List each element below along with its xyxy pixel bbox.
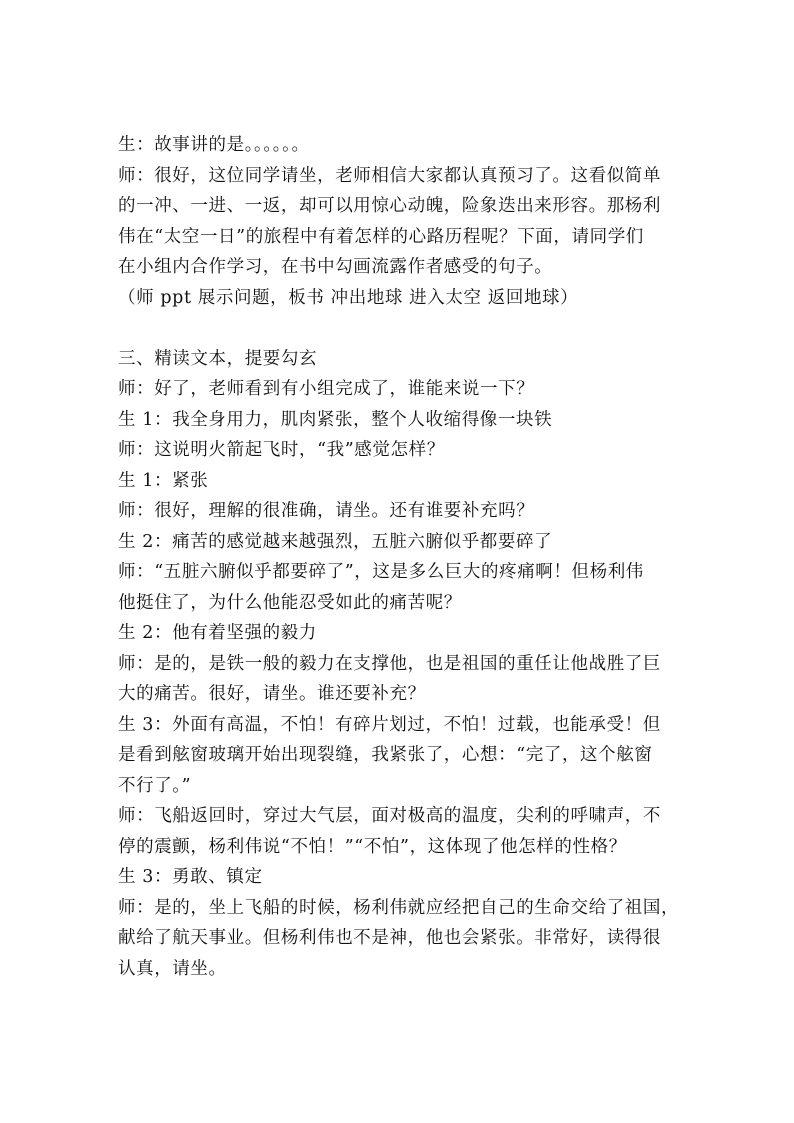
text-line: 生：故事讲的是。。。。。。 — [118, 135, 310, 155]
text-line: 的一冲、一进、一返，却可以用惊心动魄，险象迭出来形容。那杨利 — [118, 196, 661, 216]
text-line: 师：“五脏六腑似乎都要碎了”，这是多么巨大的疼痛啊！但杨利伟 — [118, 562, 644, 582]
text-line: 在小组内合作学习，在书中勾画流露作者感受的句子。 — [118, 257, 553, 277]
text-line: 停的震颤，杨利伟说“不怕！”“不怕”，这体现了他怎样的性格？ — [118, 836, 627, 857]
text-line: （师 ppt 展示问题，板书 冲出地球 进入太空 返回地球） — [118, 287, 579, 308]
text-line: 生 2：痛苦的感觉越来越强烈，五脏六腑似乎都要碎了 — [118, 531, 553, 552]
document-body — [118, 130, 680, 984]
blank-line — [118, 313, 676, 344]
text-line: 他挺住了，为什么他能忍受如此的痛苦呢？ — [118, 592, 462, 613]
text-line: 献给了航天事业。但杨利伟也不是神，他也会紧张。非常好，读得很 — [118, 928, 661, 948]
text-line: 师：是的，是铁一般的毅力在支撑他，也是祖国的重任让他战胜了巨 — [118, 653, 661, 674]
text-line: 生 3：勇敢、镇定 — [118, 867, 263, 887]
text-line: 生 3：外面有高温，不怕！有碎片划过，不怕！过载，也能承受！但 — [118, 714, 661, 735]
text-line: 师：很好，理解的很准确，请坐。还有谁要补充吗？ — [118, 501, 535, 521]
text-line: 师：是的，坐上飞船的时候，杨利伟就应经把自己的生命交给了祖国， — [118, 897, 680, 918]
text-line: 伟在“太空一日”的旅程中有着怎样的心路历程呢？下面，请同学们 — [118, 226, 644, 247]
text-line: 生 1：我全身用力，肌肉紧张，整个人收缩得像一块铁 — [118, 409, 553, 430]
text-line: 师：飞船返回时，穿过大气层，面对极高的温度，尖利的呼啸声，不 — [118, 806, 661, 826]
text-line: 不行了。” — [118, 775, 192, 796]
text-line: 是看到舷窗玻璃开始出现裂缝，我紧张了，心想：“完了，这个舷窗 — [118, 745, 653, 765]
text-line: 生 2：他有着坚强的毅力 — [118, 623, 317, 643]
text-line: 大的痛苦。很好，请坐。谁还要补充？ — [118, 684, 426, 704]
section-heading: 三、精读文本，提要勾玄 — [118, 348, 318, 369]
text-line: 师：很好，这位同学请坐，老师相信大家都认真预习了。这看似简单 — [118, 165, 661, 186]
text-line: 师：好了，老师看到有小组完成了，谁能来说一下？ — [118, 379, 535, 399]
text-line: 生 1：紧张 — [118, 470, 209, 491]
text-line: 师：这说明火箭起飞时，“我”感觉怎样？ — [118, 440, 445, 460]
text-line: 认真，请坐。 — [118, 958, 227, 979]
